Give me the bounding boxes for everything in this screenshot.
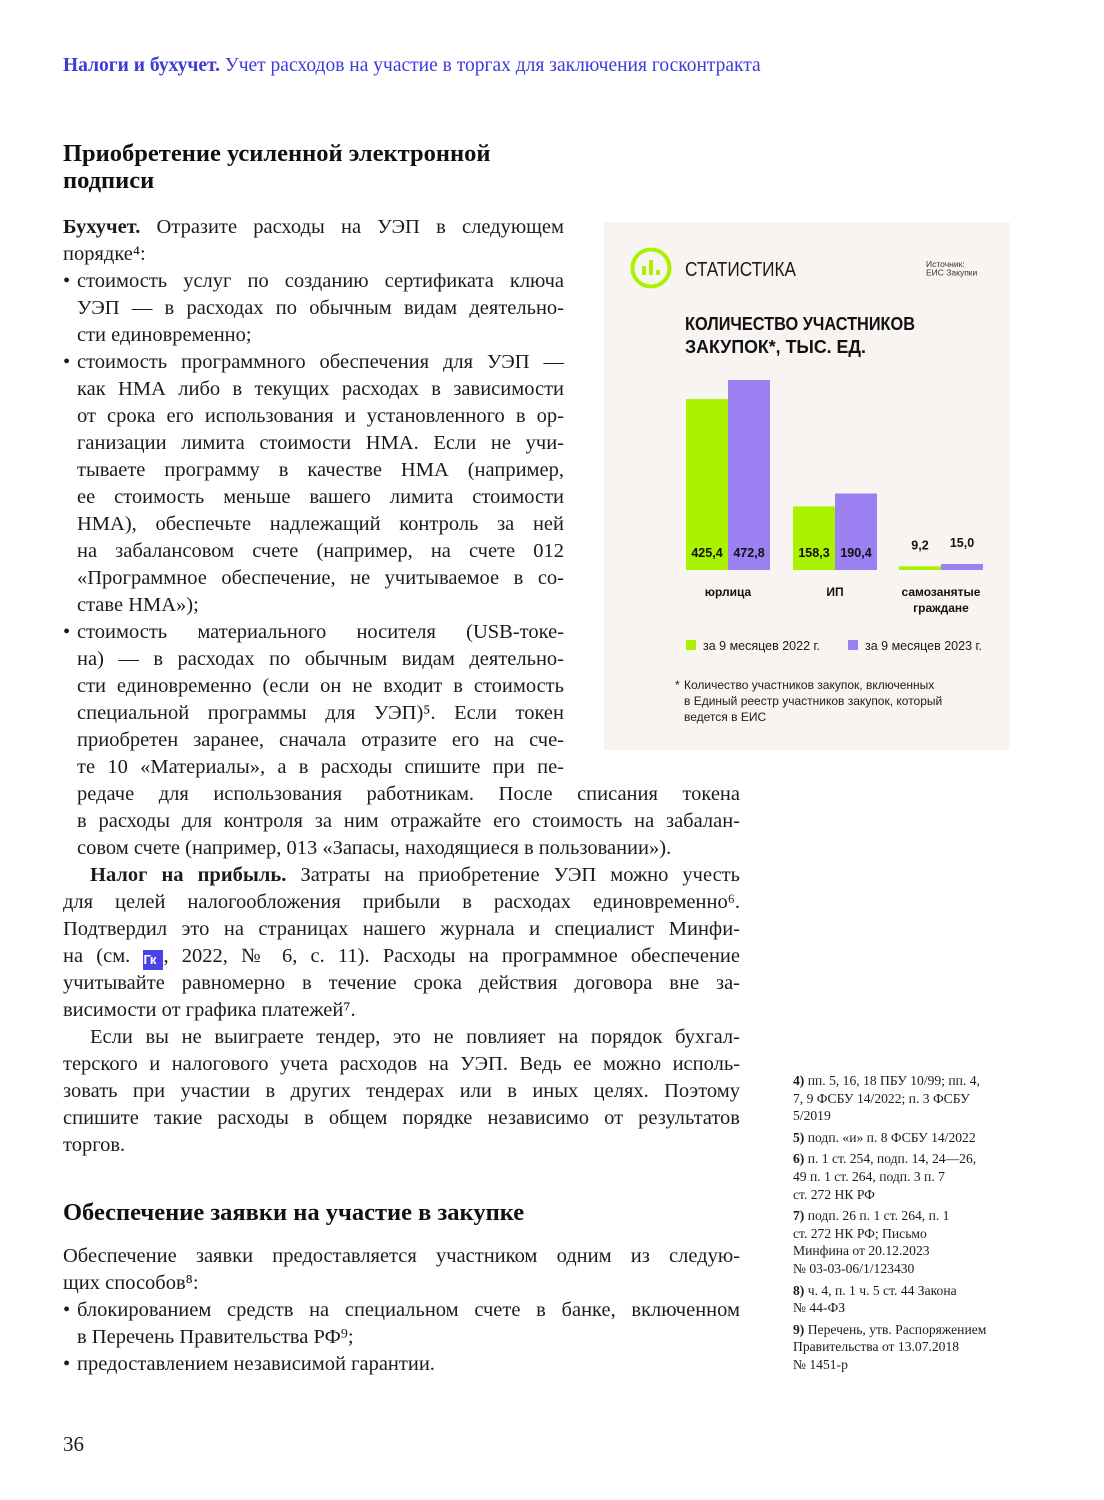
text-line	[63, 862, 740, 889]
chart-footnote-line: Количество участников закупок, включенных	[684, 678, 935, 692]
text-line	[63, 1024, 740, 1051]
line-text: как НМА либо в текущих расходах в зависимости	[77, 378, 564, 400]
text-line	[63, 808, 740, 835]
line-text: Подтвердил это на страницах нашего журнала и специалист Минфи-	[63, 918, 740, 940]
bar-2022	[686, 399, 728, 570]
category-label: юрлица	[704, 585, 752, 599]
line-text: редаче для использования работникам. После списания токена	[77, 783, 740, 805]
footnote-number: 6)	[793, 1151, 805, 1167]
bullet-icon: •	[63, 621, 71, 643]
statistics-icon-bar	[656, 270, 660, 275]
footnote-text: 5/2019	[793, 1108, 831, 1124]
text-line	[63, 511, 564, 538]
footnote-line	[793, 1186, 1023, 1204]
line-text: совом счете (например, 013 «Запасы, находящиеся в пользовании»).	[77, 837, 672, 859]
header-section: Налоги и бухучет.	[63, 55, 221, 76]
text-line	[63, 943, 740, 970]
text-line	[63, 835, 740, 862]
line-text: на забалансовом счете (например, на счете 012	[77, 540, 564, 562]
text-line	[63, 727, 564, 754]
category-label: ИП	[826, 585, 844, 599]
section-heading-2: Обеспечение заявки на участие в закупке	[63, 1199, 525, 1226]
text-line	[63, 781, 740, 808]
line-text: ее стоимость меньше вашего лимита стоимости	[77, 486, 564, 508]
paragraph	[63, 1243, 740, 1297]
text-line	[63, 430, 564, 457]
bullet-icon: •	[63, 351, 71, 373]
line-text: учитывайте равномерно в течение срока действия договора вне за-	[63, 972, 740, 994]
category-label: граждане	[913, 601, 969, 615]
line-text: специальной программы для УЭП)⁵. Если токен	[77, 702, 564, 724]
text-line	[63, 214, 564, 241]
text-line	[63, 754, 564, 781]
footnote-line	[793, 1338, 1023, 1356]
footnote-line	[793, 1260, 1023, 1278]
footnote-text: ст. 272 НК РФ; Письмо	[793, 1225, 927, 1241]
line-text: спишите такие расходы в общем порядке независимо от результатов	[63, 1107, 740, 1129]
text-line	[63, 646, 564, 673]
chart-footnote-line: ведется в ЕИС	[684, 710, 767, 724]
footnote-5	[793, 1129, 1023, 1147]
chart-title: КОЛИЧЕСТВО УЧАСТНИКОВ	[685, 314, 915, 334]
legend-label: за 9 месяцев 2022 г.	[703, 639, 821, 653]
paragraph	[63, 1024, 740, 1159]
category-label: самозанятые	[901, 585, 981, 599]
text-line	[63, 673, 564, 700]
source-label: Источник:	[926, 259, 965, 269]
text-line	[63, 1324, 740, 1351]
bullet-icon: •	[63, 1299, 71, 1321]
line-text: Затраты на приобретение УЭП можно учесть	[286, 864, 740, 886]
footnote-line	[793, 1168, 1023, 1186]
footnote-number: 8)	[793, 1282, 805, 1298]
footnote-line	[793, 1207, 1023, 1225]
text-line	[63, 349, 564, 376]
footnote-text: № 1451-р	[793, 1356, 848, 1372]
line-text: тываете программу в качестве НМА (например,	[77, 459, 564, 481]
bar-value-label: 472,8	[733, 546, 765, 560]
line-text: НМА), обеспечьте надлежащий контроль за ней	[77, 513, 564, 535]
text-line	[63, 889, 740, 916]
footnote-text: 7, 9 ФСБУ 14/2022; п. 3 ФСБУ	[793, 1090, 970, 1106]
line-text: предоставлением независимой гарантии.	[77, 1353, 435, 1375]
page-number: 36	[63, 1432, 84, 1456]
bar-chart	[604, 222, 1010, 750]
footnote-number: 9)	[793, 1321, 805, 1337]
footnote-line	[793, 1129, 1023, 1147]
line-text: блокированием средств на специальном счете в банке, включенном	[77, 1299, 740, 1321]
footnote-number: 4)	[793, 1073, 805, 1088]
bullet-icon: •	[63, 1353, 71, 1375]
footnote-line	[793, 1150, 1023, 1168]
line-text: сти единовременно;	[77, 324, 252, 346]
text-line	[63, 457, 564, 484]
heading-line: подписи	[63, 167, 155, 194]
text-line	[63, 322, 564, 349]
bold-lead-in: Бухучет.	[63, 216, 141, 238]
text-line	[63, 241, 564, 268]
footnote-text: Минфина от 20.12.2023	[793, 1243, 930, 1259]
line-text: «Программное обеспечение, не учитываемое в со-	[77, 567, 564, 589]
footnote-8	[793, 1282, 1023, 1317]
line-text: Обеспечение заявки предоставляется участником одним из следую-	[63, 1245, 740, 1267]
line-text: стоимость материального носителя (USB-токе-	[77, 621, 564, 643]
line-text: порядке⁴:	[63, 243, 146, 265]
text-line	[63, 295, 564, 322]
chart-footnote-line: в Единый реестр участников закупок, который	[684, 694, 943, 708]
footnote-text: пп. 5, 16, 18 ПБУ 10/99; пп. 4,	[807, 1073, 980, 1088]
legend-swatch	[848, 640, 858, 650]
bold-lead-in: Налог на прибыль.	[90, 864, 287, 886]
text-line	[63, 916, 740, 943]
footnote-number: 7)	[793, 1208, 805, 1224]
footnote-line	[793, 1356, 1023, 1374]
text-line	[63, 592, 564, 619]
running-header	[63, 55, 761, 77]
bar-value-label: 158,3	[798, 546, 830, 560]
text-line	[63, 1351, 740, 1378]
text-line	[63, 700, 564, 727]
footnote-text: № 03-03-06/1/123430	[793, 1260, 915, 1276]
line-text: стоимость программного обеспечения для УЭП —	[77, 351, 564, 373]
line-text: сти единовременно (если он не входит в стоимость	[77, 675, 564, 697]
footnote-line	[793, 1282, 1023, 1300]
footnote-text: ч. 4, п. 1 ч. 5 ст. 44 Закона	[807, 1282, 957, 1298]
footnote-text: 49 п. 1 ст. 264, подп. 3 п. 7	[793, 1168, 945, 1184]
bullet-item	[63, 1297, 740, 1351]
bar-2023	[728, 380, 770, 570]
line-text: приобретен заранее, сначала отразите его на сче-	[77, 729, 564, 751]
chart-title: ЗАКУПОК*, ТЫС. ЕД.	[685, 337, 866, 357]
footnote-4	[793, 1072, 1023, 1125]
bar-value-label: 190,4	[840, 546, 872, 560]
text-line	[63, 1243, 740, 1270]
line-text: щих способов⁸:	[63, 1272, 199, 1294]
source-value: ЕИС Закупки	[926, 267, 978, 278]
footnote-9	[793, 1321, 1023, 1374]
footnote-6	[793, 1150, 1023, 1203]
text-line	[63, 970, 740, 997]
legend-label: за 9 месяцев 2023 г.	[865, 639, 983, 653]
footnote-text: Перечень, утв. Распоряжением	[807, 1321, 987, 1337]
footnotes	[793, 1072, 1023, 1378]
footnote-line	[793, 1225, 1023, 1243]
section-heading-1	[63, 140, 490, 194]
bar-value-label: 15,0	[949, 535, 975, 550]
text-line	[63, 1051, 740, 1078]
text-line	[63, 997, 740, 1024]
line-text: зовать при участии в других тендерах или в иных целях. Поэтому	[63, 1080, 740, 1102]
text-line	[63, 268, 564, 295]
line-text: в расходы для контроля за ним отражайте его стоимость на забалан-	[77, 810, 740, 832]
badge-label: СТАТИСТИКА	[685, 259, 797, 281]
journal-logo-icon: Гк	[143, 950, 163, 970]
line-text: в Перечень Правительства РФ⁹;	[77, 1326, 354, 1348]
statistics-chart-panel	[604, 222, 1010, 750]
footnote-7	[793, 1207, 1023, 1277]
footnote-text: подп. 26 п. 1 ст. 264, п. 1	[807, 1208, 950, 1224]
bar-2022	[899, 566, 941, 570]
text-line	[63, 619, 564, 646]
line-text: , 2022, № 6, с. 11). Расходы на программное обеспечение	[163, 945, 740, 967]
statistics-icon-bar	[642, 266, 646, 275]
text-line	[63, 403, 564, 430]
legend-swatch	[686, 640, 696, 650]
bar-2022	[793, 506, 835, 570]
footnote-line	[793, 1299, 1023, 1317]
footnote-text: № 44-ФЗ	[793, 1300, 846, 1316]
footnote-text: ст. 272 НК РФ	[793, 1186, 875, 1202]
section-2-body	[63, 1243, 740, 1378]
text-line	[63, 484, 564, 511]
line-text: терского и налогового учета расходов на УЭП. Ведь ее можно исполь-	[63, 1053, 740, 1075]
footnote-line	[793, 1321, 1023, 1339]
line-text: висимости от графика платежей⁷.	[63, 999, 356, 1021]
bullet-icon: •	[63, 270, 71, 292]
bar-value-label: 9,2	[911, 538, 929, 553]
footnote-asterisk: *	[675, 678, 680, 692]
text-line	[63, 565, 564, 592]
statistics-icon-bar	[649, 260, 653, 275]
footnote-line	[793, 1107, 1023, 1125]
text-line	[63, 1078, 740, 1105]
text-line	[63, 1270, 740, 1297]
bar-value-label: 425,4	[691, 546, 723, 560]
bullet-item	[63, 1351, 740, 1378]
header-title: Учет расходов на участие в торгах для заключения госконтракта	[224, 55, 761, 76]
text-line	[63, 376, 564, 403]
line-text: УЭП — в расходах по обычным видам деятельно-	[77, 297, 564, 319]
line-text: на (см.	[63, 945, 144, 967]
footnote-text: Правительства от 13.07.2018	[793, 1339, 960, 1355]
bar-2023	[941, 564, 983, 570]
text-line	[63, 1105, 740, 1132]
text-line	[63, 1132, 740, 1159]
footnote-number: 5)	[793, 1129, 805, 1145]
line-text: Отразите расходы на УЭП в следующем	[140, 216, 564, 238]
line-text: ганизации лимита стоимости НМА. Если не учи-	[77, 432, 564, 454]
line-text: стоимость услуг по созданию сертификата ключа	[77, 270, 564, 292]
footnote-line	[793, 1072, 1023, 1090]
paragraph	[63, 862, 740, 1024]
line-text: торгов.	[63, 1134, 126, 1156]
heading-line: Приобретение усиленной электронной	[63, 140, 491, 167]
text-line	[63, 538, 564, 565]
line-text: на) — в расходах по обычным видам деятельно-	[77, 648, 564, 670]
line-text: те 10 «Материалы», а в расходы спишите при пе-	[77, 756, 564, 778]
footnote-line	[793, 1090, 1023, 1108]
line-text: для целей налогообложения прибыли в расходах единовременно⁶.	[63, 891, 740, 913]
line-text: Если вы не выиграете тендер, это не повлияет на порядок бухгал-	[90, 1026, 740, 1048]
footnote-line	[793, 1242, 1023, 1260]
line-text: ставе НМА»);	[77, 594, 199, 616]
footnote-text: подп. «и» п. 8 ФСБУ 14/2022	[807, 1129, 976, 1145]
text-line	[63, 1297, 740, 1324]
footnote-text: п. 1 ст. 254, подп. 14, 24—26,	[807, 1151, 977, 1167]
line-text: от срока его использования и установленного в ор-	[77, 405, 564, 427]
